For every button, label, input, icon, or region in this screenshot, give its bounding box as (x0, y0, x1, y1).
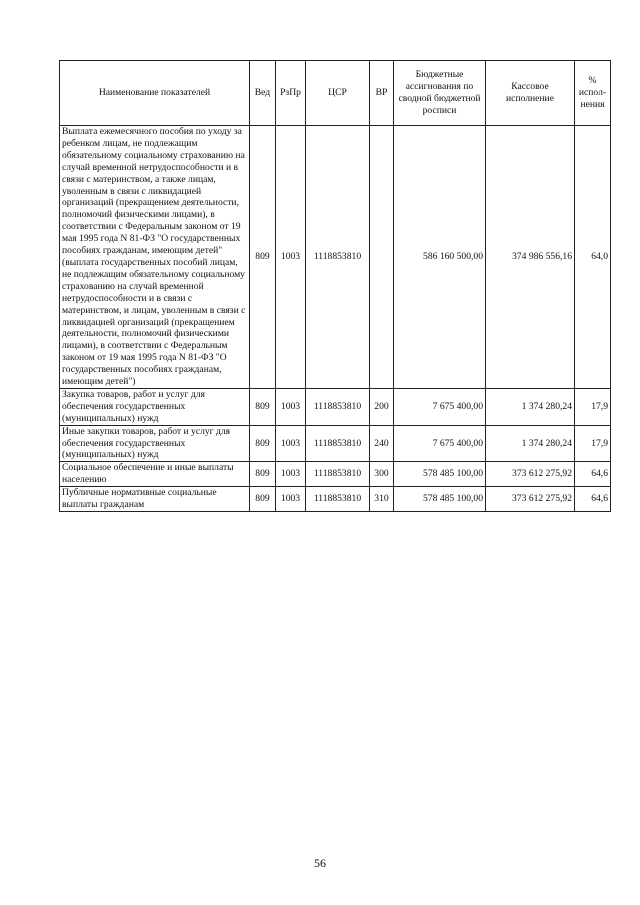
row-budget: 7 675 400,00 (394, 388, 486, 425)
page-number: 56 (314, 856, 326, 870)
row-rzpr: 1003 (276, 425, 306, 462)
row-rzpr: 1003 (276, 388, 306, 425)
row-vr (370, 126, 394, 389)
row-name: Иные закупки товаров, работ и услуг для обеспечения государственных (муниципальных) нужд (60, 425, 250, 462)
row-name: Выплата ежемесячного пособия по уходу за ребенком лицам, не подлежащим обязательному социальному страхованию на случай временной нетрудоспособности и в связи с материнством, а также лицам, уволенным в связи с ликвидацией организаций (прекращением деятельности, полномочий физическими лицами), в соответствии с Федеральным законом от 19 мая 1995 года N 81-ФЗ "О государственных пособиях гражданам, имеющим детей" (выплата государственных пособий лицам, не подлежащим обязательному социальному страхованию на случай временной нетрудоспособности и в связи с материнством, и лицам, уволенным в связи с ликвидацией организаций (прекращением деятельности, полномочий физическими лицами), в соответствии с Федеральным законом от 19 мая 1995 года N 81-ФЗ "О государственных пособиях гражданам, имеющим детей") (60, 126, 250, 389)
row-percent: 17,9 (575, 388, 611, 425)
table-row (60, 487, 611, 512)
row-cash: 374 986 556,16 (486, 126, 575, 389)
row-ved: 809 (250, 126, 276, 389)
row-rzpr: 1003 (276, 462, 306, 487)
row-percent: 64,0 (575, 126, 611, 389)
row-budget: 7 675 400,00 (394, 425, 486, 462)
row-vr: 200 (370, 388, 394, 425)
header-name: Наименование показателей (60, 61, 250, 126)
table-row (60, 388, 611, 425)
row-budget: 578 485 100,00 (394, 487, 486, 512)
table-row (60, 126, 611, 389)
row-budget: 586 160 500,00 (394, 126, 486, 389)
row-vr: 300 (370, 462, 394, 487)
header-percent: % испол-нения (575, 61, 611, 126)
row-ved: 809 (250, 388, 276, 425)
row-rzpr: 1003 (276, 126, 306, 389)
row-vr: 240 (370, 425, 394, 462)
table-row (60, 425, 611, 462)
header-rzpr: РзПр (276, 61, 306, 126)
row-ved: 809 (250, 425, 276, 462)
row-vr: 310 (370, 487, 394, 512)
row-name: Социальное обеспечение и иные выплаты населению (60, 462, 250, 487)
header-vr: ВР (370, 61, 394, 126)
row-cash: 1 374 280,24 (486, 425, 575, 462)
row-cash: 373 612 275,92 (486, 487, 575, 512)
row-percent: 64,6 (575, 487, 611, 512)
header-csr: ЦСР (306, 61, 370, 126)
budget-execution-table (59, 60, 611, 512)
header-budget: Бюджетные ассигнования по сводной бюджетной росписи (394, 61, 486, 126)
row-percent: 17,9 (575, 425, 611, 462)
row-name: Закупка товаров, работ и услуг для обеспечения государственных (муниципальных) нужд (60, 388, 250, 425)
header-cash: Кассовое исполнение (486, 61, 575, 126)
row-csr: 1118853810 (306, 126, 370, 389)
row-cash: 1 374 280,24 (486, 388, 575, 425)
header-ved: Вед (250, 61, 276, 126)
row-csr: 1118853810 (306, 462, 370, 487)
table-row (60, 462, 611, 487)
row-name: Публичные нормативные социальные выплаты гражданам (60, 487, 250, 512)
row-csr: 1118853810 (306, 388, 370, 425)
row-percent: 64,6 (575, 462, 611, 487)
row-rzpr: 1003 (276, 487, 306, 512)
table-header-row (60, 61, 611, 126)
row-ved: 809 (250, 487, 276, 512)
row-csr: 1118853810 (306, 425, 370, 462)
row-budget: 578 485 100,00 (394, 462, 486, 487)
row-csr: 1118853810 (306, 487, 370, 512)
row-cash: 373 612 275,92 (486, 462, 575, 487)
row-ved: 809 (250, 462, 276, 487)
